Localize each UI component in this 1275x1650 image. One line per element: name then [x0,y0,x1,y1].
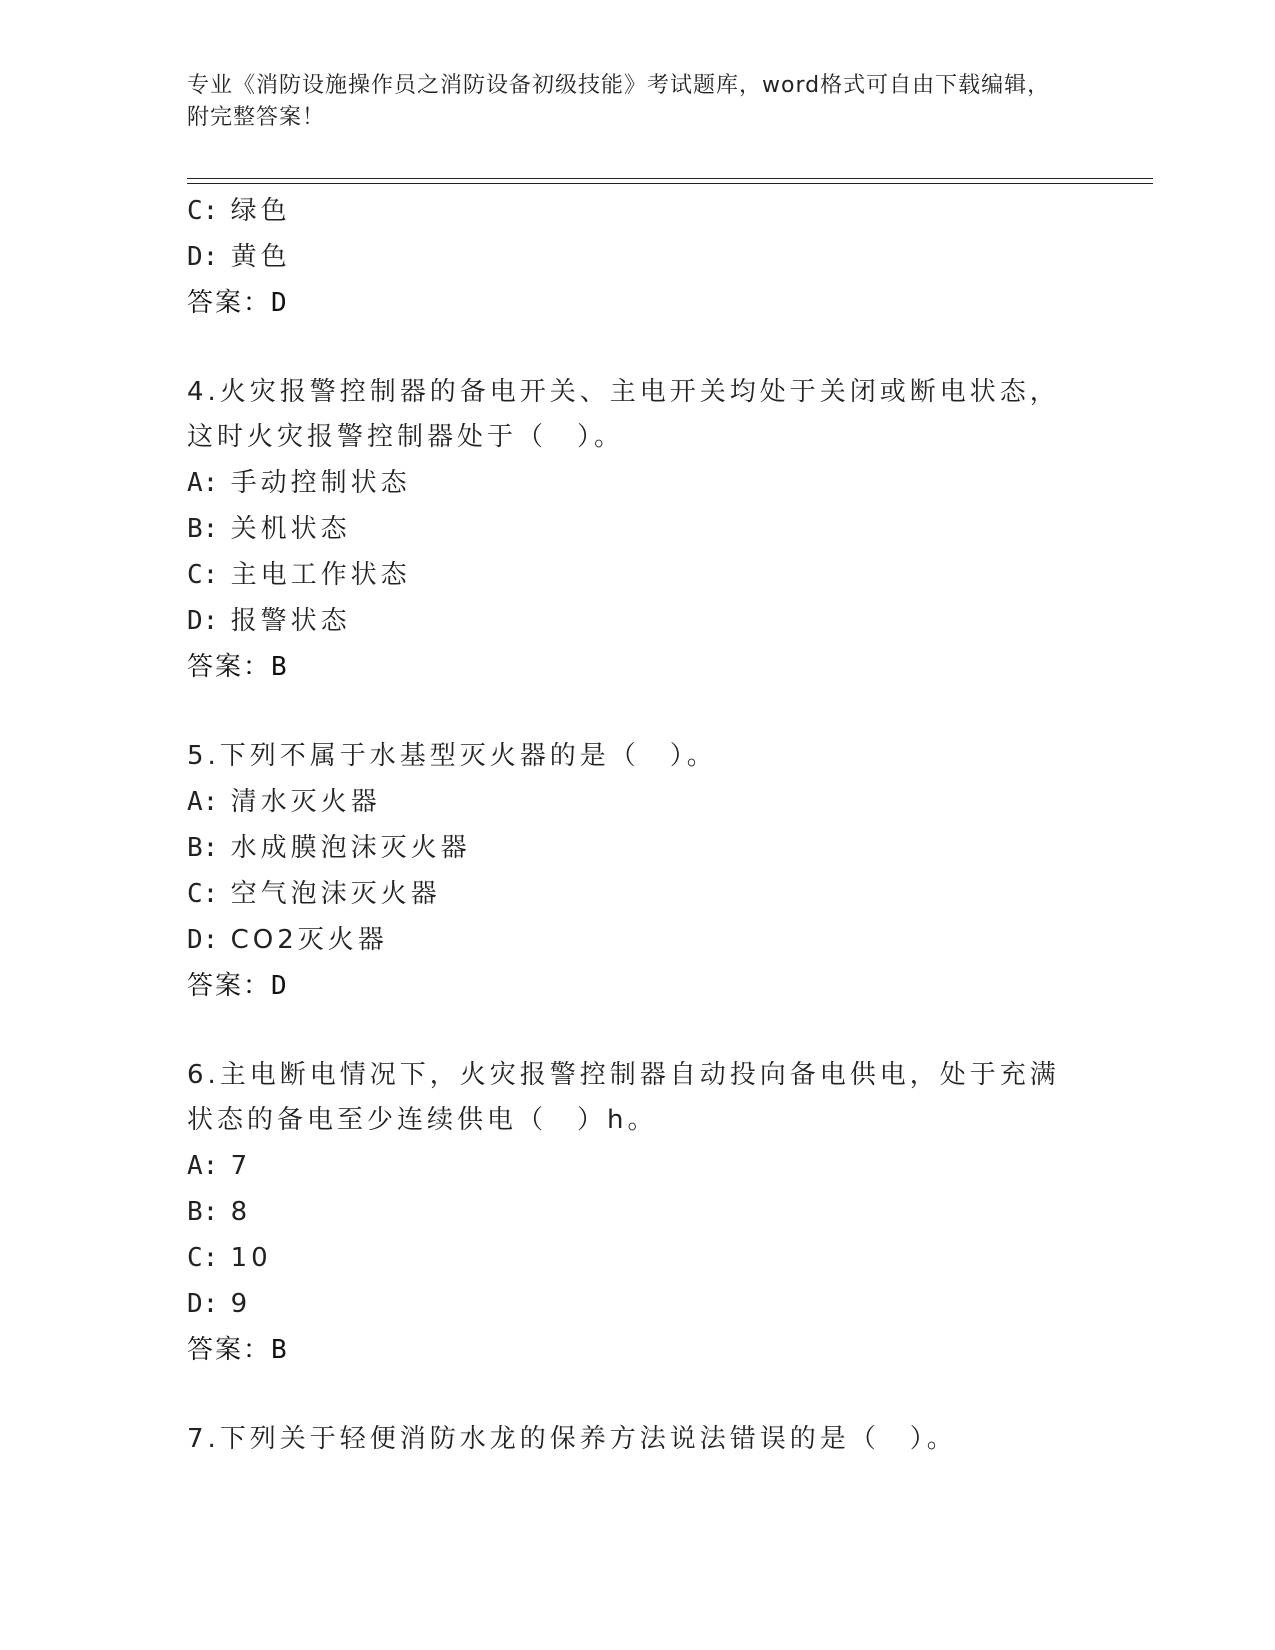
option-b: B: 8 [187,1197,252,1227]
answer-line: 答案：D [187,288,287,318]
option-d: D: 9 [187,1289,252,1319]
question-5 [187,734,1087,1009]
option-a: A: 手动控制状态 [187,468,411,498]
option-c: C: 主电工作状态 [187,560,411,590]
header-rule-bottom [187,183,1153,184]
prev-question-tail [187,188,1087,326]
option-c: C: 绿色 [187,196,291,226]
question-6 [187,1053,1087,1373]
option-a: A: 7 [187,1151,252,1181]
question-4 [187,370,1087,690]
option-b: B: 水成膜泡沫灭火器 [187,833,471,863]
option-a: A: 清水灭火器 [187,787,381,817]
answer-line: 答案：B [187,652,287,682]
header-rule-top [187,178,1153,179]
option-d: D: 报警状态 [187,606,351,636]
question-text: 6.主电断电情况下，火灾报警控制器自动投向备电供电，处于充满状态的备电至少连续供电（ ）h。 [187,1060,1060,1135]
question-text: 7.下列关于轻便消防水龙的保养方法说法错误的是（ ）。 [187,1424,957,1454]
answer-line: 答案：D [187,971,287,1001]
question-7 [187,1417,1087,1462]
option-c: C: 空气泡沫灭火器 [187,879,441,909]
question-text: 4.火灾报警控制器的备电开关、主电开关均处于关闭或断电状态，这时火灾报警控制器处于（ ）。 [187,377,1060,452]
question-text: 5.下列不属于水基型灭火器的是（ ）。 [187,741,717,771]
option-b: B: 关机状态 [187,514,351,544]
option-d: D: CO2灭火器 [187,925,388,955]
option-c: C: 10 [187,1243,272,1273]
question-list [187,188,1087,1462]
option-d: D: 黄色 [187,242,291,272]
answer-line: 答案：B [187,1335,287,1365]
document-header: 专业《消防设施操作员之消防设备初级技能》考试题库，word格式可自由下载编辑，附完整答案！ [187,73,1051,130]
